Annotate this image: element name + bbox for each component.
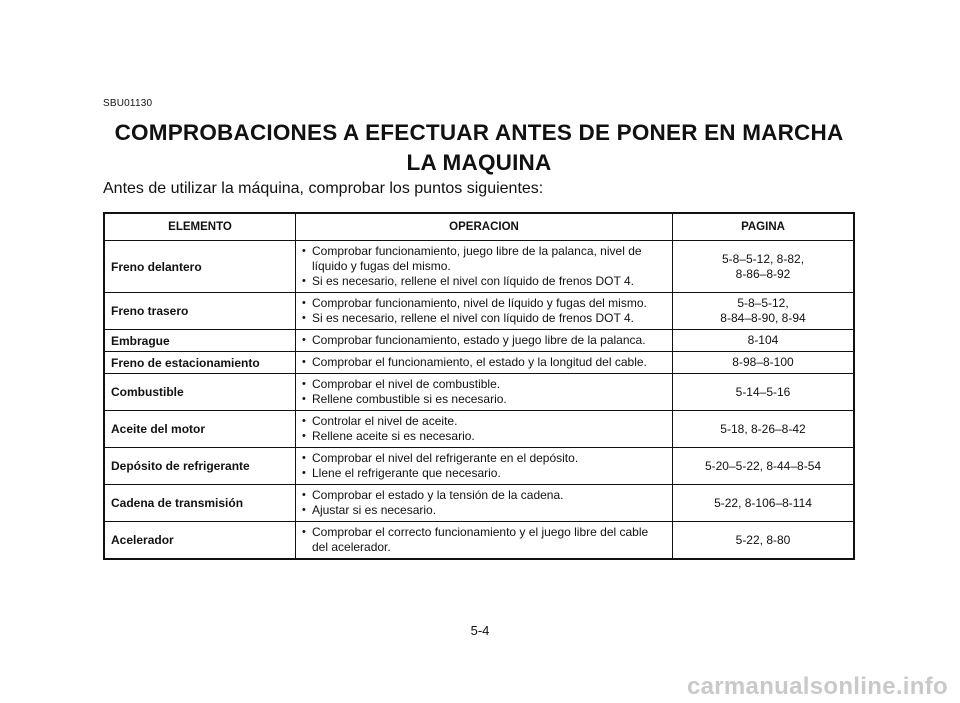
header-page: PAGINA (673, 213, 855, 241)
cell-page (673, 485, 855, 522)
operation-item (302, 244, 666, 274)
bullet-icon: • (302, 452, 306, 464)
table-row (104, 352, 854, 374)
operation-text: Llene el refrigerante que necesario. (312, 466, 501, 480)
operation-text: Comprobar el nivel del refrigerante en el depósito. (312, 451, 579, 465)
bullet-icon: • (302, 526, 306, 538)
bullet-icon: • (302, 489, 306, 501)
bullet-icon: • (302, 504, 306, 516)
operation-text: Comprobar funcionamiento, estado y juego libre de la palanca. (312, 333, 646, 347)
bullet-icon: • (302, 393, 306, 405)
cell-operation (296, 374, 673, 411)
operation-item (302, 429, 666, 444)
operation-text: Si es necesario, rellene el nivel con líquido de frenos DOT 4. (312, 311, 634, 325)
operation-text: Comprobar funcionamiento, nivel de líquido y fugas del mismo. (312, 296, 647, 310)
cell-operation (296, 330, 673, 352)
cell-operation (296, 352, 673, 374)
table-row (104, 522, 854, 560)
operation-text: Comprobar funcionamiento, juego libre de la palanca, nivel de líquido y fugas del mismo. (312, 244, 642, 273)
page-ref: 5-8–5-12, (737, 296, 789, 310)
table-row (104, 411, 854, 448)
table-row (104, 374, 854, 411)
operation-item (302, 296, 666, 311)
page-ref: 8-104 (747, 333, 779, 347)
inspection-table (103, 212, 855, 560)
operation-item (302, 377, 666, 392)
cell-operation (296, 241, 673, 293)
operation-item (302, 333, 666, 348)
operation-item (302, 503, 666, 518)
cell-operation (296, 448, 673, 485)
cell-operation (296, 411, 673, 448)
cell-element: Freno de estacionamiento (104, 352, 296, 374)
cell-operation (296, 522, 673, 560)
bullet-icon: • (302, 356, 306, 368)
cell-page (673, 293, 855, 330)
cell-page (673, 374, 855, 411)
operation-text: Ajustar si es necesario. (312, 503, 437, 517)
cell-page (673, 330, 855, 352)
cell-element: Freno trasero (104, 293, 296, 330)
cell-element: Embrague (104, 330, 296, 352)
operation-item (302, 414, 666, 429)
cell-element: Acelerador (104, 522, 296, 560)
bullet-icon: • (302, 297, 306, 309)
watermark: carmanualsonline.info (686, 673, 948, 700)
table-row (104, 485, 854, 522)
bullet-icon: • (302, 430, 306, 442)
table-header-row (104, 213, 854, 241)
operation-text: Rellene aceite si es necesario. (312, 429, 475, 443)
operation-item (302, 525, 666, 555)
bullet-icon: • (302, 415, 306, 427)
document-code: SBU01130 (103, 98, 153, 109)
cell-element: Cadena de transmisión (104, 485, 296, 522)
operation-item (302, 392, 666, 407)
table-row (104, 293, 854, 330)
operation-text: Comprobar el funcionamiento, el estado y la longitud del cable. (312, 355, 647, 369)
table-row (104, 330, 854, 352)
bullet-icon: • (302, 334, 306, 346)
page-ref: 5-20–5-22, 8-44–8-54 (704, 458, 822, 473)
table-row (104, 448, 854, 485)
cell-operation (296, 293, 673, 330)
operation-text: Comprobar el correcto funcionamiento y el juego libre del cable del acelerador. (312, 525, 649, 554)
cell-element: Freno delantero (104, 241, 296, 293)
page-ref: 5-22, 8-80 (735, 532, 791, 547)
bullet-icon: • (302, 312, 306, 324)
page-ref: 5-8–5-12, 8-82, (721, 251, 805, 266)
operation-text: Comprobar el estado y la tensión de la cadena. (312, 488, 564, 502)
operation-item (302, 355, 666, 370)
header-element: ELEMENTO (104, 213, 296, 241)
page-title: COMPROBACIONES A EFECTUAR ANTES DE PONER EN MARCHA LA MAQUINA (114, 120, 844, 175)
page-number: 5-4 (470, 623, 490, 638)
operation-item (302, 466, 666, 481)
operation-text: Controlar el nivel de aceite. (312, 414, 458, 428)
cell-element: Combustible (104, 374, 296, 411)
cell-page (673, 241, 855, 293)
page-ref: 5-14–5-16 (735, 384, 791, 399)
cell-element: Aceite del motor (104, 411, 296, 448)
bullet-icon: • (302, 467, 306, 479)
page-ref: 8-86–8-92 (735, 266, 791, 281)
header-operation: OPERACION (296, 213, 673, 241)
operation-item (302, 451, 666, 466)
operation-item (302, 488, 666, 503)
bullet-icon: • (302, 378, 306, 390)
cell-page (673, 448, 855, 485)
page-ref: 8-84–8-90, 8-94 (720, 311, 806, 325)
table-row (104, 241, 854, 293)
page-ref: 5-18, 8-26–8-42 (720, 421, 806, 436)
cell-page (673, 411, 855, 448)
cell-page (673, 522, 855, 560)
cell-operation (296, 485, 673, 522)
cell-element: Depósito de refrigerante (104, 448, 296, 485)
table-body (104, 241, 854, 560)
operation-text: Rellene combustible si es necesario. (312, 392, 507, 406)
operation-text: Comprobar el nivel de combustible. (312, 377, 501, 391)
page-ref: 8-98–8-100 (732, 355, 794, 369)
operation-item (302, 311, 666, 326)
page-ref: 5-22, 8-106–8-114 (714, 495, 812, 510)
bullet-icon: • (302, 275, 306, 287)
operation-item (302, 274, 666, 289)
operation-text: Si es necesario, rellene el nivel con líquido de frenos DOT 4. (312, 274, 634, 288)
intro-text: Antes de utilizar la máquina, comprobar los puntos siguientes: (103, 180, 544, 197)
cell-page (673, 352, 855, 374)
bullet-icon: • (302, 245, 306, 257)
